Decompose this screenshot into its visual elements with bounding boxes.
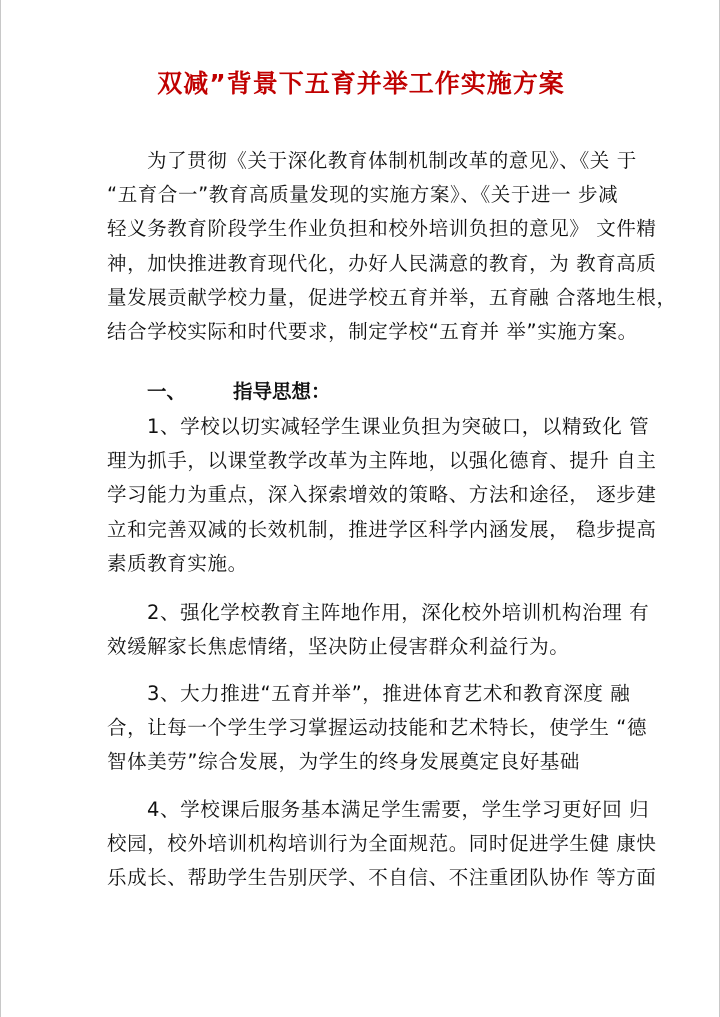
text-line: 理为抓手，以课堂教学改革为主阵地，以强化德育、提升 自主 bbox=[107, 449, 657, 473]
text-line: 轻义务教育阶段学生作业负担和校外培训负担的意见》 文件精 bbox=[107, 217, 657, 241]
section-heading bbox=[147, 377, 331, 407]
text-line: “五育合一”教育高质量发现的实施方案》、《关于进一 步减 bbox=[107, 183, 619, 207]
text-line: 合，让每一个学生学习掌握运动技能和艺术特长，使学生 “德 bbox=[107, 716, 648, 740]
text-line: 4、学校课后服务基本满足学生需要，学生学习更好回 归 bbox=[147, 798, 650, 821]
text-line: 效缓解家长焦虑情绪，坚决防止侵害群众利益行为。 bbox=[107, 635, 570, 659]
intro-paragraph bbox=[107, 144, 677, 349]
text-line: 3、大力推进“五育并举”，推进体育艺术和教育深度 融 bbox=[147, 682, 631, 705]
section-heading-text: 指导思想： bbox=[233, 380, 331, 403]
text-line: 2、强化学校教育主阵地作用，深化校外培训机构治理 有 bbox=[147, 601, 650, 624]
text-line: 为了贯彻《关于深化教育体制机制改革的意见》、《关 于 bbox=[147, 149, 637, 172]
text-line: 结合学校实际和时代要求，制定学校“五育并 举”实施方案。 bbox=[107, 320, 638, 344]
list-item-4 bbox=[107, 793, 657, 896]
list-item-2 bbox=[107, 596, 650, 664]
text-line: 立和完善双减的长效机制，推进学区科学内涵发展， 稳步提高 bbox=[107, 517, 657, 541]
list-item-3 bbox=[107, 677, 648, 780]
text-line: 校园，校外培训机构培训行为全面规范。同时促进学生健 康快 bbox=[107, 832, 657, 856]
text-line: 智体美劳”综合发展，为学生的终身发展奠定良好基础 bbox=[107, 750, 581, 774]
text-line: 量发展贡献学校力量，促进学校五育并举，五育融 合落地生根， bbox=[107, 285, 677, 309]
list-item-1 bbox=[107, 410, 657, 581]
text-line: 乐成长、帮助学生告别厌学、不自信、不注重团队协作 等方面 bbox=[107, 866, 657, 890]
text-line: 素质教育实施。 bbox=[107, 551, 248, 575]
document-title: 双减”背景下五育并举工作实施方案 bbox=[157, 69, 565, 98]
text-line: 1、学校以切实减轻学生课业负担为突破口，以精致化 管 bbox=[147, 415, 650, 438]
text-line: 学习能力为重点，深入探索增效的策略、方法和途径， 逐步建 bbox=[107, 483, 657, 507]
section-number: 一、 bbox=[147, 380, 187, 403]
text-line: 神，加快推进教育现代化，办好人民满意的教育，为 教育高质 bbox=[107, 251, 657, 275]
